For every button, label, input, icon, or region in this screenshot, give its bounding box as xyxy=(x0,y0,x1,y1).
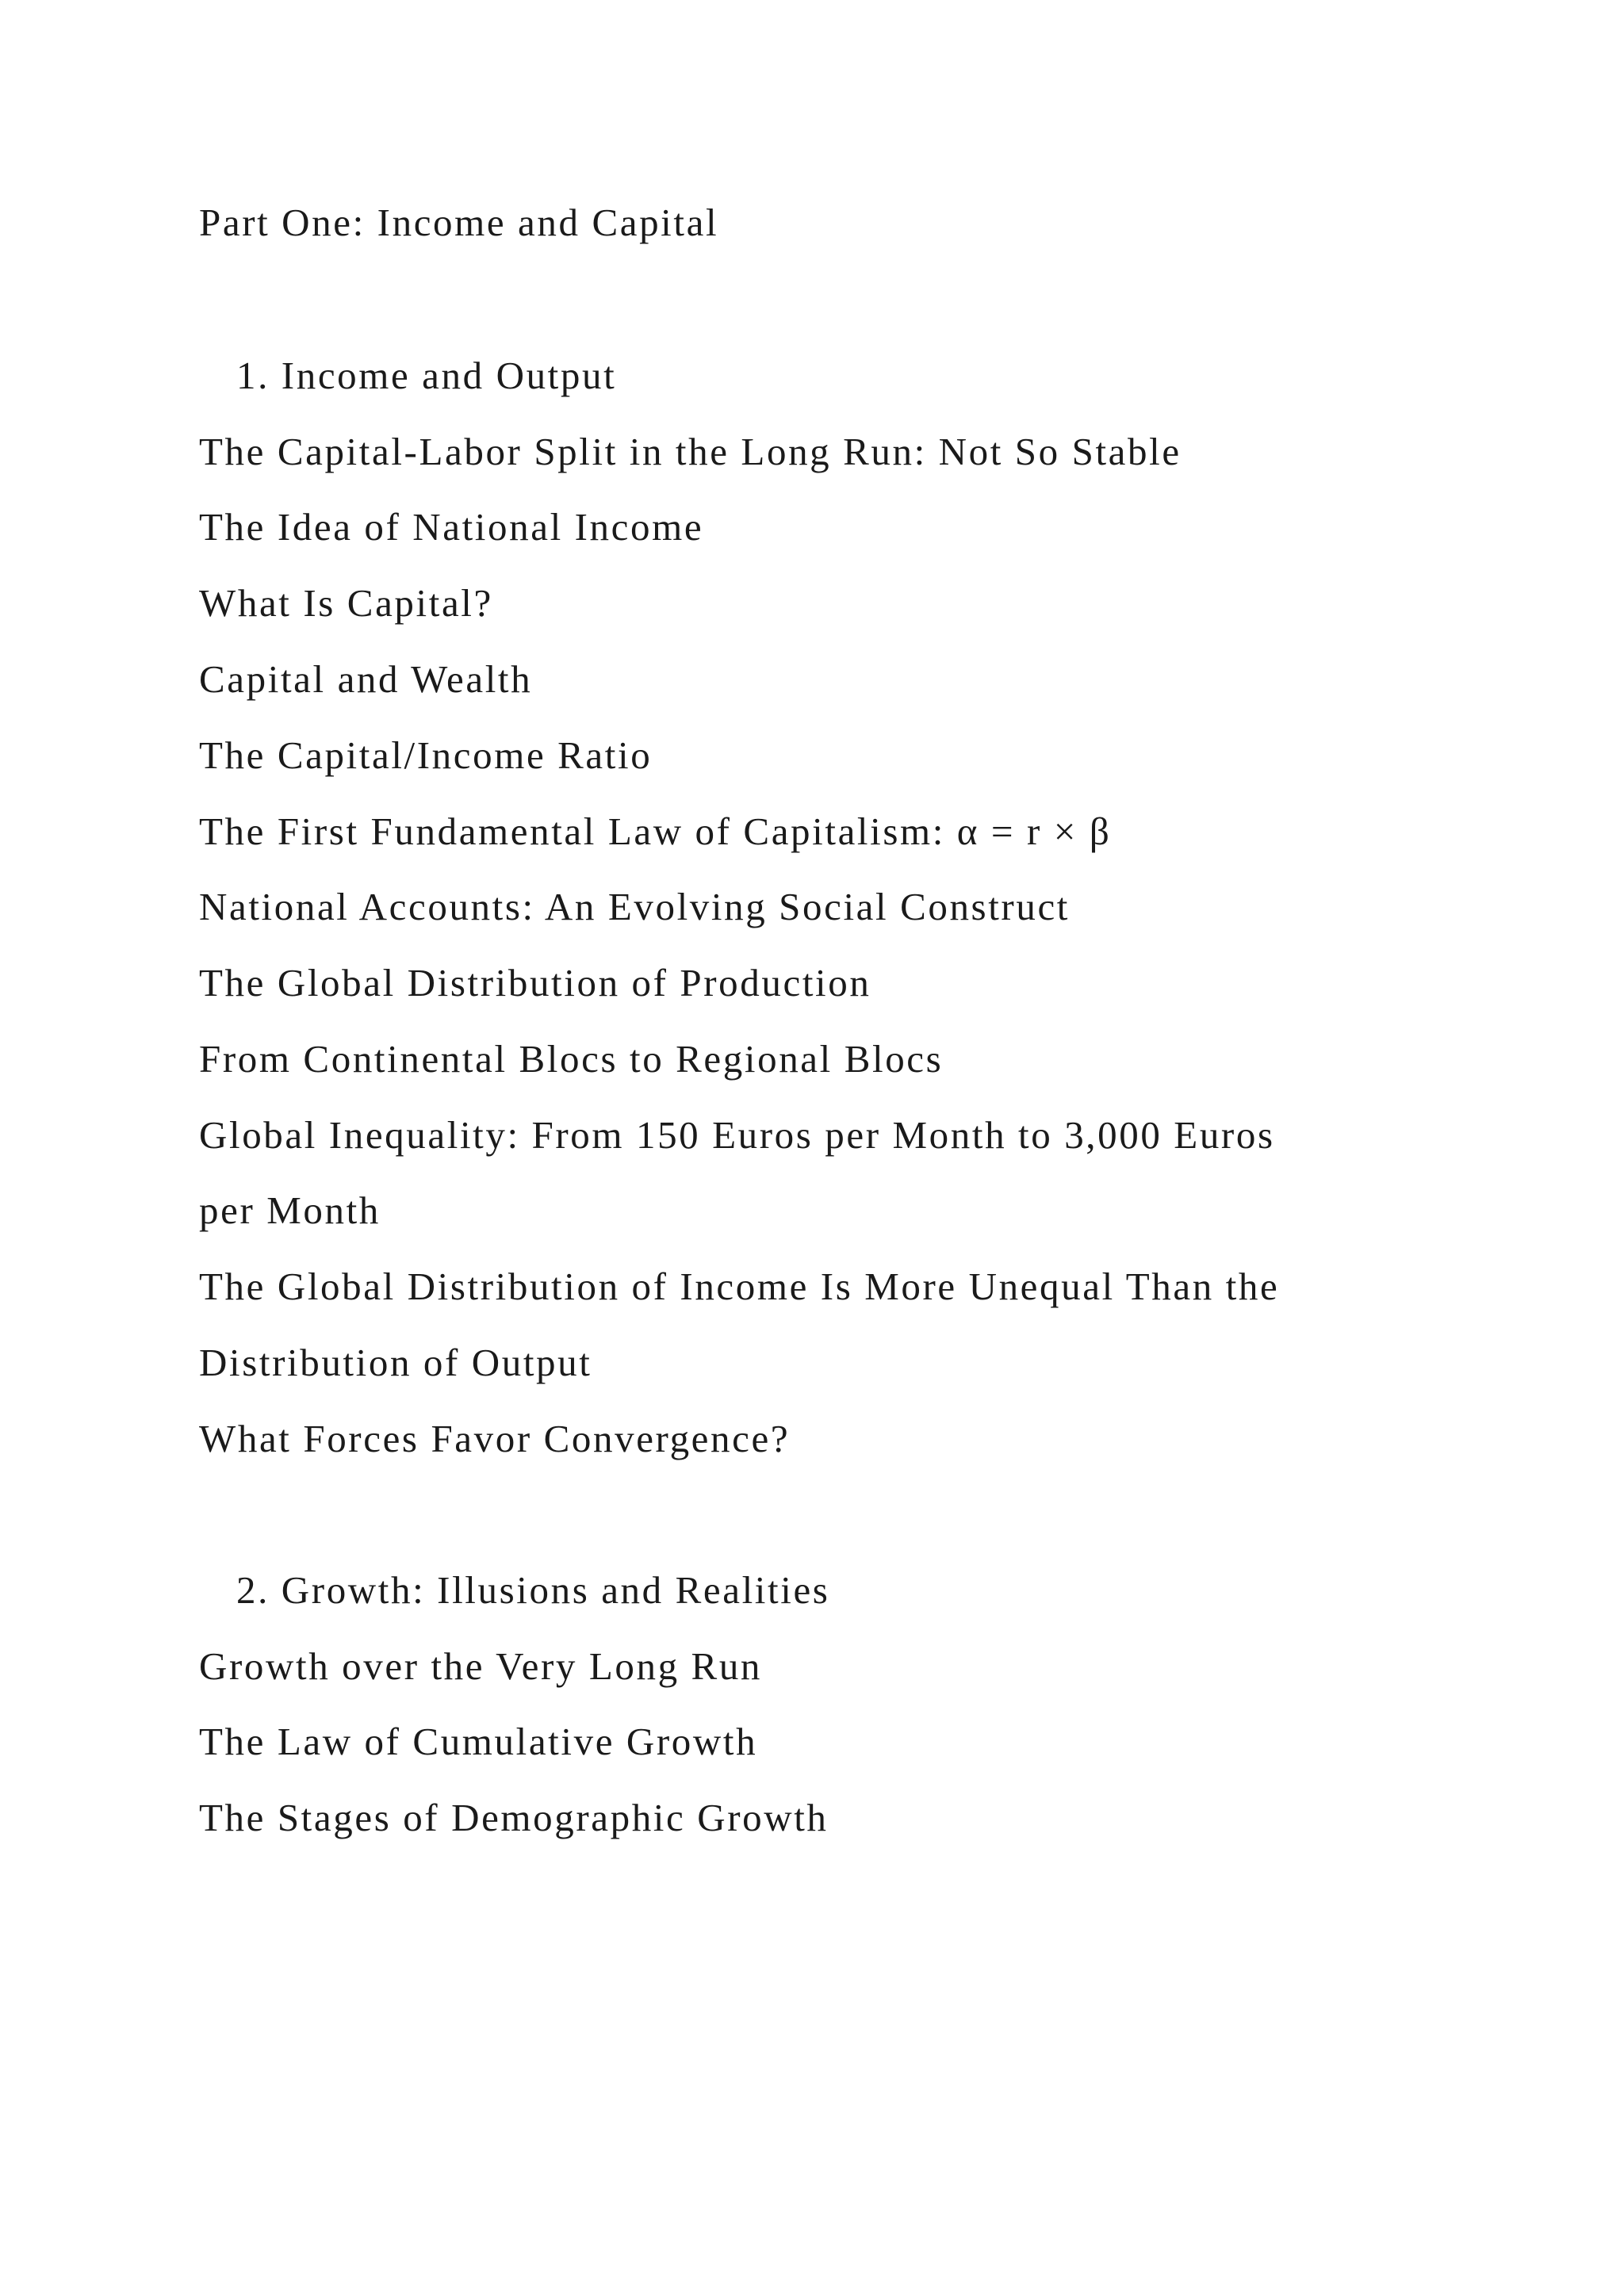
section-title: Capital and Wealth xyxy=(199,657,533,701)
part-title: Part One: Income and Capital xyxy=(199,201,719,244)
section-title: The Global Distribution of Income Is More Unequal Than the xyxy=(199,1265,1280,1308)
section-title: What Forces Favor Convergence? xyxy=(199,1417,791,1460)
section-title: The First Fundamental Law of Capitalism: α = r × β xyxy=(199,809,1112,853)
chapter-heading: 1. Income and Output xyxy=(236,354,617,397)
section-title: The Global Distribution of Production xyxy=(199,961,871,1004)
section-title: From Continental Blocs to Regional Blocs xyxy=(199,1037,944,1081)
section-title: National Accounts: An Evolving Social Construct xyxy=(199,885,1071,928)
section-title: What Is Capital? xyxy=(199,581,493,625)
chapter-heading: 2. Growth: Illusions and Realities xyxy=(236,1568,830,1612)
section-title: The Capital-Labor Split in the Long Run: Not So Stable xyxy=(199,430,1182,473)
section-title: The Capital/Income Ratio xyxy=(199,733,653,777)
section-title-continued: per Month xyxy=(199,1188,381,1232)
section-title: Growth over the Very Long Run xyxy=(199,1644,763,1688)
section-title-continued: Distribution of Output xyxy=(199,1341,592,1384)
section-title: The Stages of Demographic Growth xyxy=(199,1796,829,1839)
section-title: Global Inequality: From 150 Euros per Month to 3,000 Euros xyxy=(199,1113,1275,1157)
section-title: The Idea of National Income xyxy=(199,505,704,549)
section-title: The Law of Cumulative Growth xyxy=(199,1720,758,1763)
